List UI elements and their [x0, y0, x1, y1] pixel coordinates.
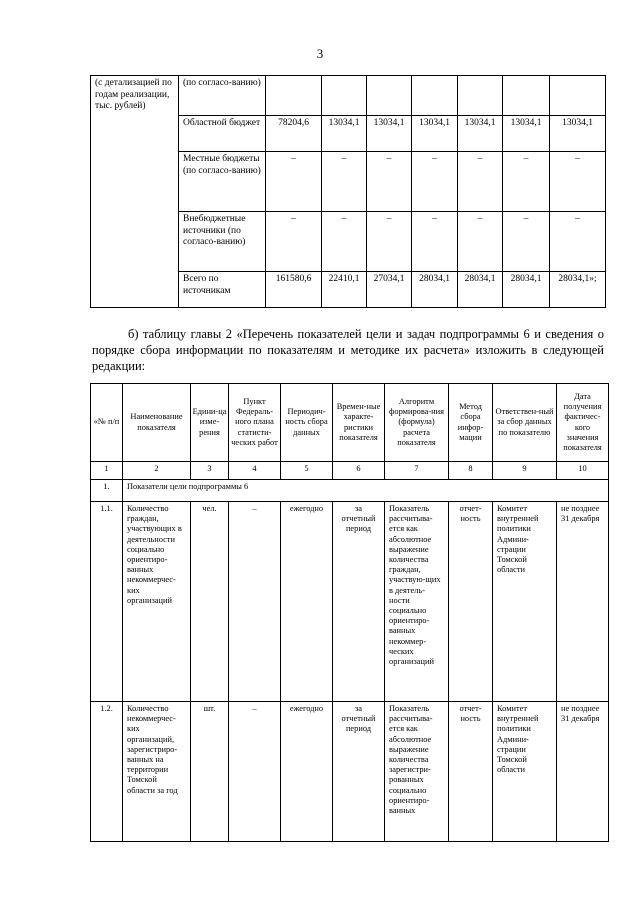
- budget-cell: [367, 76, 412, 116]
- indicator-date: не позднее 31 декабря: [557, 502, 609, 702]
- budget-cell: –: [412, 212, 458, 272]
- col-header: Наименование показателя: [123, 384, 191, 462]
- indicator-unit: чел.: [191, 502, 229, 702]
- col-number: 3: [191, 462, 229, 480]
- budget-cell: –: [458, 212, 503, 272]
- budget-cell: –: [412, 152, 458, 212]
- budget-cell: –: [322, 212, 367, 272]
- indicator-algorithm: Показатель рассчитыва-ется как абсолютное выражение количества граждан, участвую-щих в деятель-ности социально ориентиро-ванных некоммер-ческих организаций: [385, 502, 449, 702]
- section-title: Показатели цели подпрограммы 6: [123, 480, 609, 502]
- col-header: «№ п/п: [91, 384, 123, 462]
- column-numbers-row: [91, 462, 609, 480]
- indicator-method: отчет-ность: [449, 502, 493, 702]
- indicator-name: Количество граждан, участвующих в деятельности социально ориентиро-ванных некоммерчес-ких организаций: [123, 502, 191, 702]
- instruction-paragraph: [92, 326, 604, 374]
- budget-cell: 27034,1: [367, 272, 412, 308]
- budget-source: Внебюджетные источники (по согласо-ванию): [179, 212, 266, 272]
- col-header: Метод сбора инфор-мации: [449, 384, 493, 462]
- budget-cell: [550, 76, 606, 116]
- col-number: 5: [281, 462, 333, 480]
- budget-cell: –: [550, 212, 606, 272]
- indicator-name: Количество некоммерчес-ких организаций, зарегистриро-ванных на территории Томской области за год: [123, 702, 191, 842]
- budget-source: (по согласо-ванию): [179, 76, 266, 116]
- indicator-time: за отчетный период: [333, 502, 385, 702]
- budget-cell: 28034,1»;: [550, 272, 606, 308]
- col-number: 7: [385, 462, 449, 480]
- col-header: Алгоритм формирова-ния (формула) расчета показателя: [385, 384, 449, 462]
- budget-cell: [503, 76, 550, 116]
- budget-cell: –: [367, 212, 412, 272]
- budget-cell: 13034,1: [503, 116, 550, 152]
- indicator-periodicity: ежегодно: [281, 702, 333, 842]
- col-header: Едини-ца изме-рения: [191, 384, 229, 462]
- budget-cell: 78204,6: [266, 116, 322, 152]
- indicators-table: [90, 383, 609, 842]
- section-number: 1.: [91, 480, 123, 502]
- col-number: 1: [91, 462, 123, 480]
- indicator-unit: шт.: [191, 702, 229, 842]
- budget-cell: [458, 76, 503, 116]
- col-header: Дата получения фактичес-кого значения показателя: [557, 384, 609, 462]
- budget-cell: 28034,1: [412, 272, 458, 308]
- col-header: Ответствен-ный за сбор данных по показателю: [493, 384, 557, 462]
- indicator-algorithm: Показатель рассчитыва-ется как абсолютное выражение количества зарегистри-рованных социально ориентиро-ванных: [385, 702, 449, 842]
- table-row: [91, 502, 609, 702]
- instruction-text: б) таблицу главы 2 «Перечень показателей цели и задач подпрограммы 6 и сведения о порядке сбора информации по показателям и методике их расчета» изложить в следующей редакции:: [92, 327, 604, 373]
- budget-cell: [322, 76, 367, 116]
- budget-cell: 22410,1: [322, 272, 367, 308]
- budget-cell: 13034,1: [367, 116, 412, 152]
- col-number: 9: [493, 462, 557, 480]
- budget-cell: 13034,1: [322, 116, 367, 152]
- indicator-method: отчет-ность: [449, 702, 493, 842]
- budget-cell: –: [503, 152, 550, 212]
- indicator-responsible: Комитет внутренней политики Админи-страции Томской области: [493, 502, 557, 702]
- col-header: Пункт Федераль-ного плана статисти-ческих работ: [229, 384, 281, 462]
- budget-source: Всего по источникам: [179, 272, 266, 308]
- col-header: Времен-ные характе-ристики показателя: [333, 384, 385, 462]
- section-row: [91, 480, 609, 502]
- budget-source: Местные бюджеты (по согласо-ванию): [179, 152, 266, 212]
- budget-cell: –: [458, 152, 503, 212]
- budget-cell: –: [367, 152, 412, 212]
- col-number: 8: [449, 462, 493, 480]
- indicator-plan-item: –: [229, 502, 281, 702]
- budget-cell: [266, 76, 322, 116]
- budget-cell: 28034,1: [503, 272, 550, 308]
- page-number: 3: [316, 46, 324, 61]
- indicator-date: не позднее 31 декабря: [557, 702, 609, 842]
- budget-cell: 28034,1: [458, 272, 503, 308]
- budget-cell: 13034,1: [458, 116, 503, 152]
- indicator-periodicity: ежегодно: [281, 502, 333, 702]
- indicator-plan-item: –: [229, 702, 281, 842]
- budget-row-label: (с детализацией по годам реализации, тыс. рублей): [91, 76, 179, 308]
- indicator-time: за отчетный период: [333, 702, 385, 842]
- budget-cell: [412, 76, 458, 116]
- col-header: Периодич-ность сбора данных: [281, 384, 333, 462]
- table-row: [91, 702, 609, 842]
- budget-cell: –: [266, 212, 322, 272]
- budget-cell: –: [322, 152, 367, 212]
- budget-cell: 13034,1: [412, 116, 458, 152]
- budget-cell: –: [550, 152, 606, 212]
- col-number: 6: [333, 462, 385, 480]
- budget-cell: 161580,6: [266, 272, 322, 308]
- row-number: 1.2.: [91, 702, 123, 842]
- budget-row: [91, 76, 606, 116]
- budget-table: [90, 75, 606, 308]
- col-number: 10: [557, 462, 609, 480]
- col-number: 2: [123, 462, 191, 480]
- indicator-responsible: Комитет внутренней политики Админи-страции Томской области: [493, 702, 557, 842]
- budget-cell: –: [266, 152, 322, 212]
- col-number: 4: [229, 462, 281, 480]
- budget-source: Областной бюджет: [179, 116, 266, 152]
- row-number: 1.1.: [91, 502, 123, 702]
- budget-cell: 13034,1: [550, 116, 606, 152]
- budget-cell: –: [503, 212, 550, 272]
- indicators-header-row: [91, 384, 609, 462]
